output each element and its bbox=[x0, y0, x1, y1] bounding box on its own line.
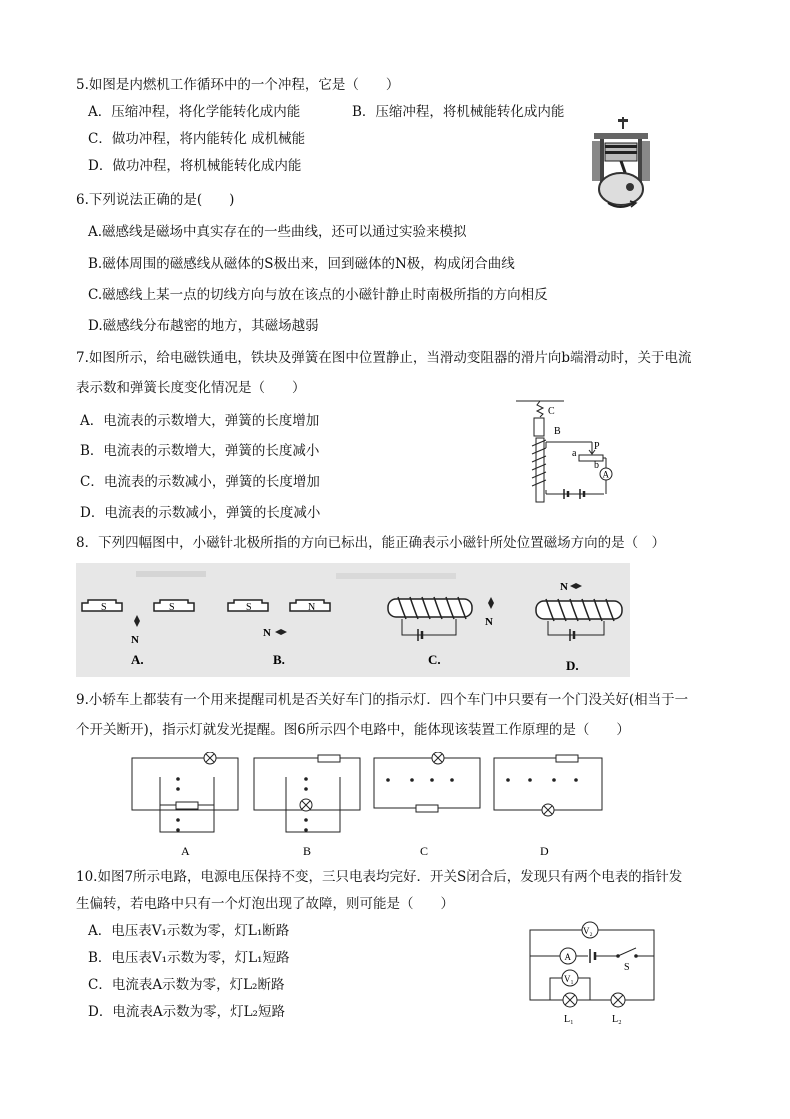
q8-magnet-figures bbox=[76, 563, 630, 677]
q5-stem: 5.如图是内燃机工作循环中的一个冲程，它是（ ） bbox=[76, 77, 400, 93]
q8-c-n: N bbox=[485, 616, 493, 628]
q10-stem-line2: 生偏转，若电路中只有一个灯泡出现了故障，则可能是（ ） bbox=[76, 896, 454, 912]
q10-ammeter-label: A bbox=[564, 952, 571, 962]
q7-option-b: B．电流表的示数增大，弹簧的长度减小 bbox=[80, 443, 320, 459]
q10-l2-label: L₂ bbox=[612, 1014, 622, 1025]
q6-option-a: A.磁感线是磁场中真实存在的一些曲线，还可以通过实验来模拟 bbox=[88, 224, 467, 240]
q10-circuit-figure bbox=[520, 918, 660, 1028]
q9-label-d: D bbox=[540, 844, 549, 858]
q6-option-c: C.磁感线上某一点的切线方向与放在该点的小磁针静止时南极所指的方向相反 bbox=[88, 287, 548, 303]
q7-label-p: P bbox=[594, 441, 600, 452]
q7-label-b: b bbox=[594, 460, 599, 471]
q9-stem-line1: 9.小轿车上都装有一个用来提醒司机是否关好车门的指示灯．四个车门中只要有一个门没关好(相当于一 bbox=[76, 692, 689, 708]
q10-option-d: D．电流表A示数为零，灯L₂短路 bbox=[88, 1004, 285, 1020]
q8-stem: 8．下列四幅图中，小磁针北极所指的方向已标出，能正确表示小磁针所处位置磁场方向的是（ ） bbox=[76, 535, 666, 551]
q8-a-s-left: S bbox=[101, 602, 107, 613]
q10-option-b: B．电压表V₁示数为零，灯L₁短路 bbox=[88, 950, 290, 966]
q8-b-n: N bbox=[263, 627, 271, 639]
q9-stem-line2: 个开关断开)，指示灯就发光提醒。图6所示四个电路中，能体现该装置工作原理的是（ ） bbox=[76, 722, 630, 738]
q7-option-a: A．电流表的示数增大，弹簧的长度增加 bbox=[80, 413, 320, 429]
q6-stem: 6.下列说法正确的是( ) bbox=[76, 192, 235, 208]
q10-v1-label: V₁ bbox=[564, 974, 574, 984]
q8-b-n-magnet: N bbox=[308, 602, 316, 613]
q6-option-d: D.磁感线分布越密的地方，其磁场越弱 bbox=[88, 318, 319, 334]
q8-a-n: N bbox=[131, 634, 139, 646]
q9-label-b: B bbox=[303, 844, 312, 858]
q7-electromagnet-figure bbox=[512, 398, 622, 510]
q8-label-a: A. bbox=[131, 652, 144, 667]
q7-option-c: C．电流表的示数减小，弹簧的长度增加 bbox=[80, 474, 320, 490]
q5-option-c: C．做功冲程，将内能转化 成机械能 bbox=[88, 131, 306, 147]
q7-ammeter-label: A bbox=[602, 469, 609, 480]
q7-stem-line2: 表示数和弹簧长度变化情况是（ ） bbox=[76, 380, 306, 396]
q10-switch-label: S bbox=[624, 962, 630, 973]
q6-option-b: B.磁体周围的磁感线从磁体的S极出来，回到磁体的N极，构成闭合曲线 bbox=[88, 256, 515, 272]
q10-option-a: A．电压表V₁示数为零，灯L₁断路 bbox=[88, 923, 290, 939]
q10-v2-label: V₂ bbox=[583, 926, 593, 936]
q9-circuit-d bbox=[494, 755, 602, 858]
q8-label-c: C. bbox=[428, 652, 441, 667]
q8-label-d: D. bbox=[566, 658, 579, 673]
q10-stem-line1: 10.如图7所示电路，电源电压保持不变，三只电表均完好．开关S闭合后，发现只有两个电表的指针发 bbox=[76, 869, 683, 885]
q9-circuit-figures bbox=[130, 752, 610, 858]
q9-label-a: A bbox=[181, 844, 190, 858]
q10-option-c: C．电流表A示数为零，灯L₂断路 bbox=[88, 977, 285, 993]
q9-circuit-b bbox=[254, 755, 360, 858]
q9-circuit-a bbox=[132, 752, 238, 858]
q7-label-c: C bbox=[548, 406, 555, 417]
q8-a-s-right: S bbox=[169, 602, 175, 613]
q8-b-s: S bbox=[246, 602, 252, 613]
engine-cylinder-figure bbox=[588, 115, 654, 213]
q8-label-b: B. bbox=[273, 652, 285, 667]
q9-circuit-c bbox=[374, 752, 480, 858]
q5-option-b: B．压缩冲程，将机械能转化成内能 bbox=[352, 104, 565, 120]
q7-label-b-block: B bbox=[554, 426, 561, 437]
q7-stem-line1: 7.如图所示，给电磁铁通电，铁块及弹簧在图中位置静止，当滑动变阻器的滑片向b端滑动时，关于电流 bbox=[76, 350, 692, 366]
q9-label-c: C bbox=[420, 844, 429, 858]
q7-label-a: a bbox=[572, 448, 577, 459]
q8-d-n: N bbox=[560, 581, 568, 593]
q10-l1-label: L₁ bbox=[564, 1014, 574, 1025]
q5-option-d: D．做功冲程，将机械能转化成内能 bbox=[88, 158, 302, 174]
q7-option-d: D．电流表的示数减小，弹簧的长度减小 bbox=[80, 505, 321, 521]
q5-option-a: A．压缩冲程，将化学能转化成内能 bbox=[88, 104, 301, 120]
